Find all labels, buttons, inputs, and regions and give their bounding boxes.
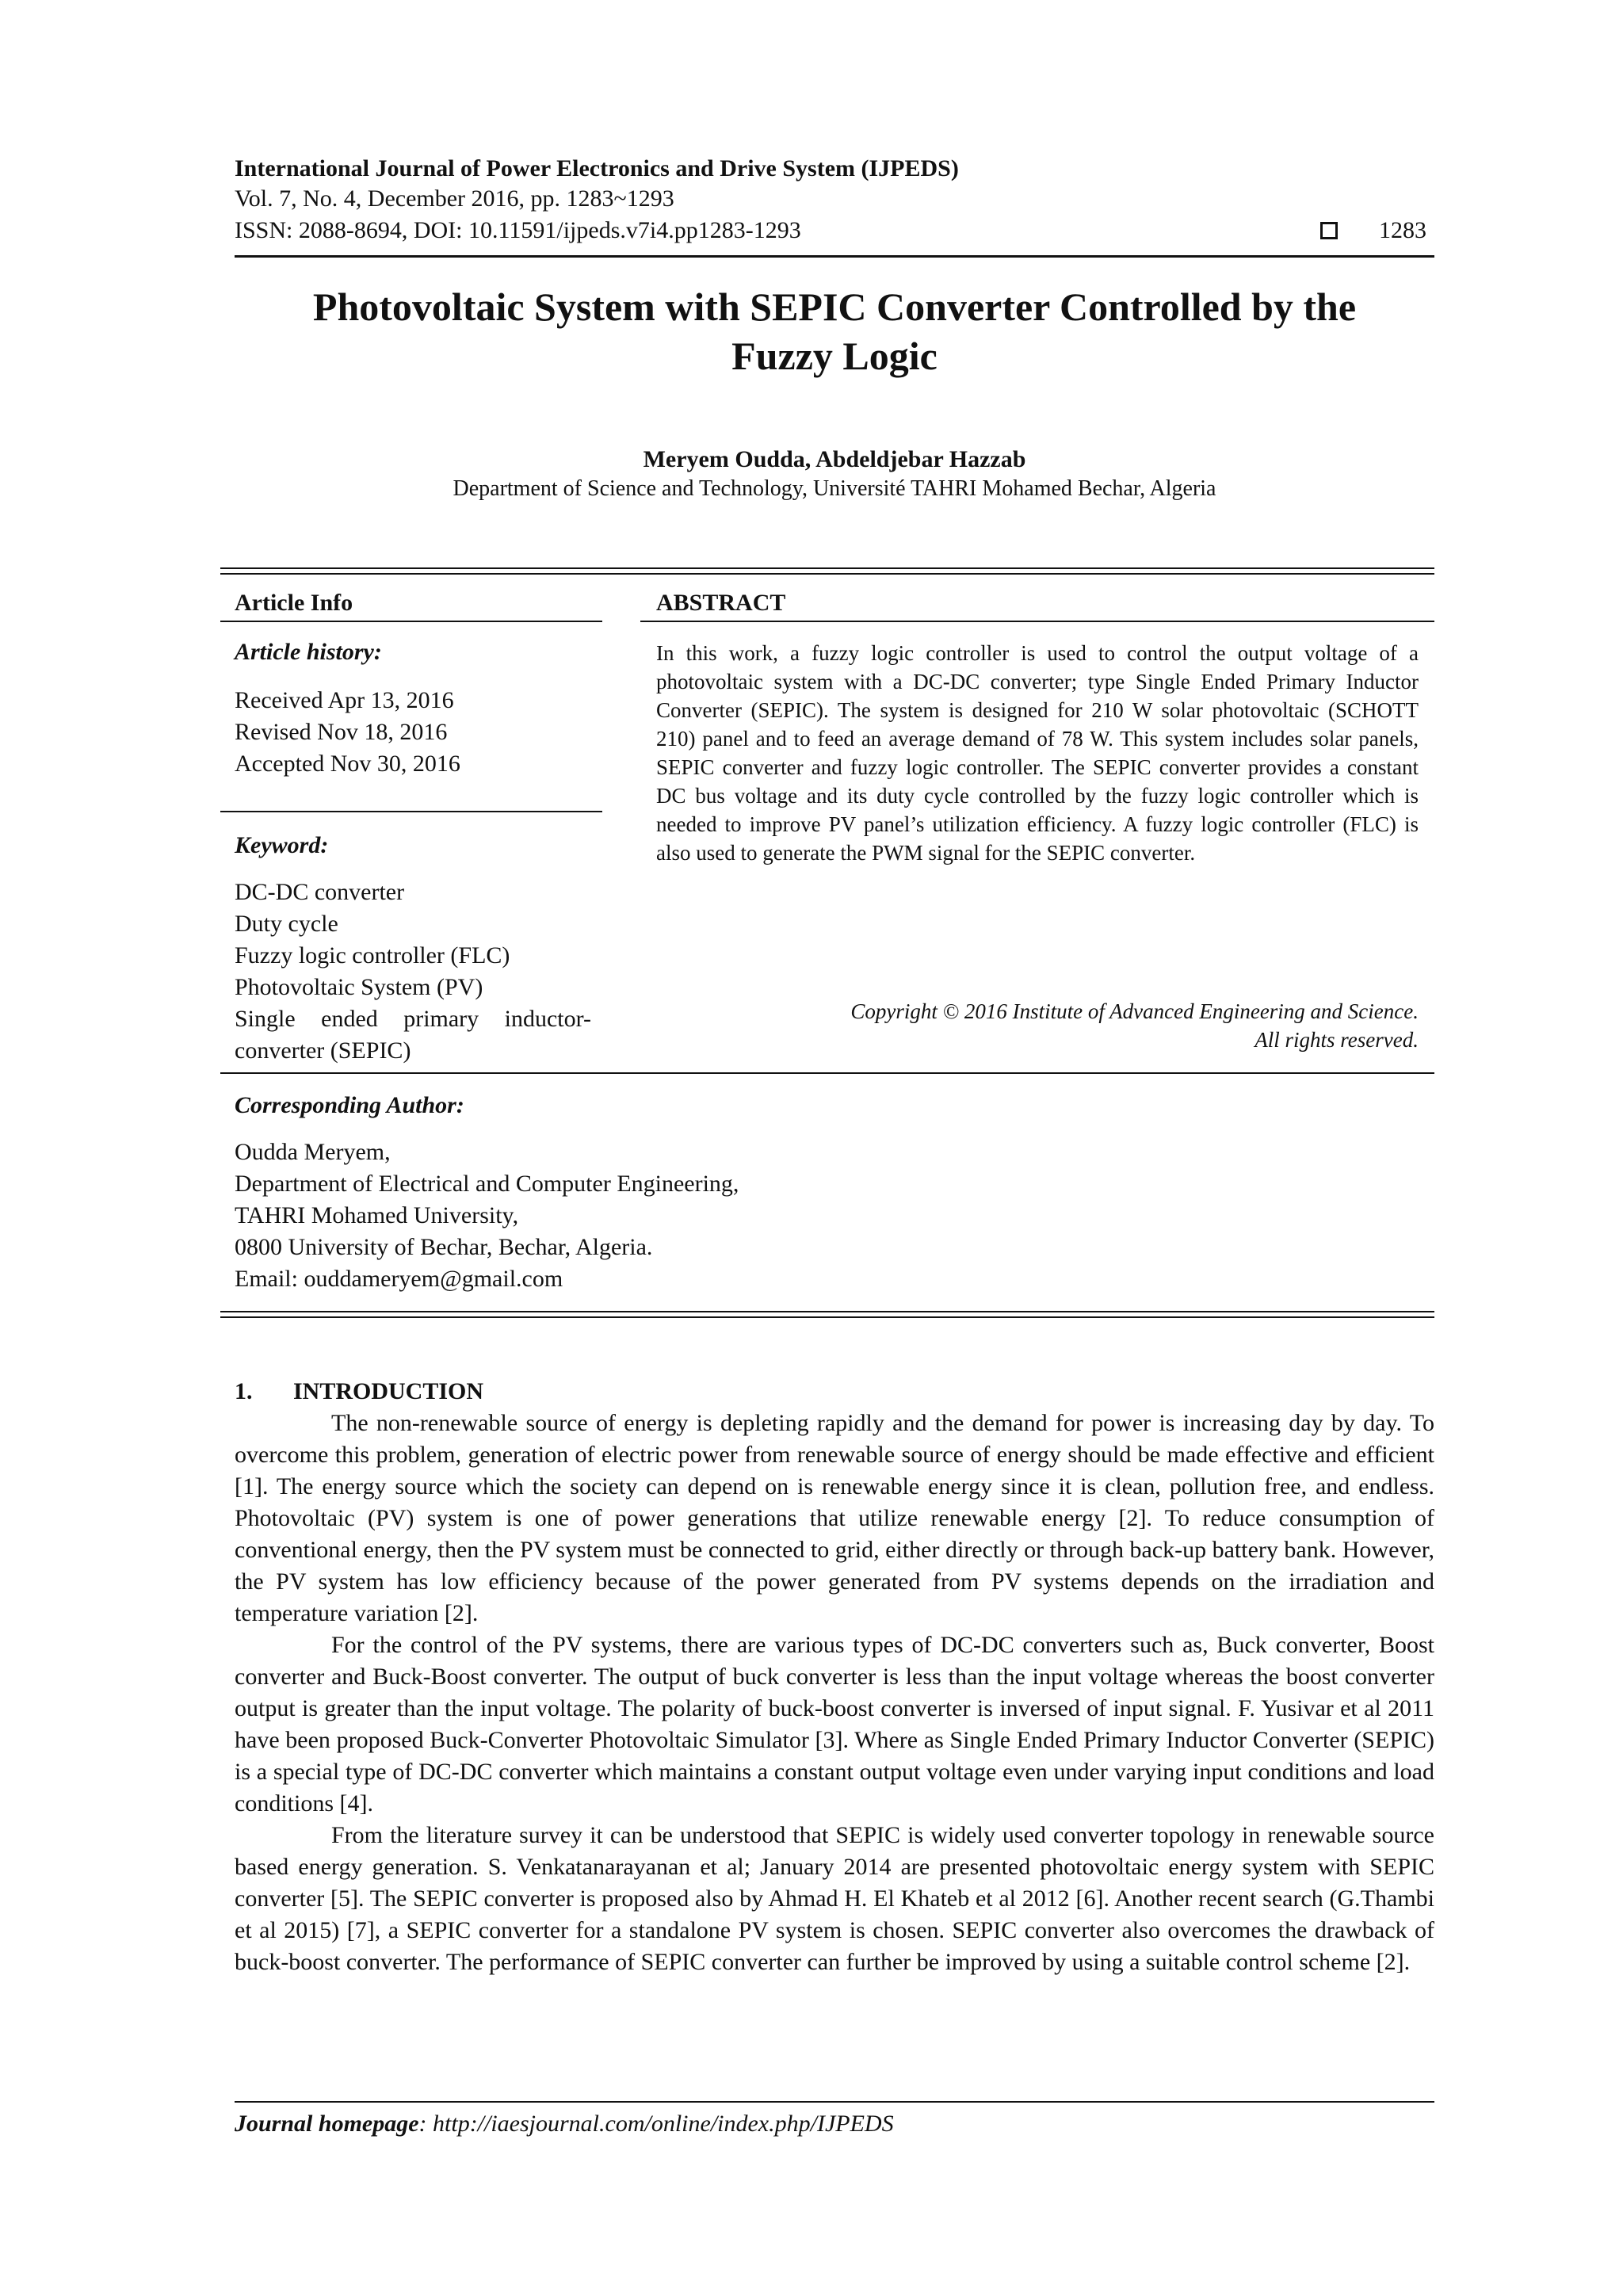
- columns-bottom-rule: [220, 1072, 1434, 1074]
- section-number: 1.: [235, 1378, 253, 1404]
- page-number: 1283: [1379, 217, 1426, 243]
- journal-homepage: [235, 2110, 894, 2138]
- checkbox-square-icon: [1320, 222, 1338, 239]
- info-top-rule-1: [220, 567, 1434, 569]
- info-bottom-rule-2: [220, 1316, 1434, 1318]
- keyword-heading: Keyword:: [235, 832, 329, 858]
- abstract-heading: ABSTRACT: [656, 590, 786, 616]
- keyword-item: Fuzzy logic controller (FLC): [235, 942, 510, 968]
- abstract-text: In this work, a fuzzy logic controller is used to control the output voltage of a photovoltaic system with a DC-DC converter; type Single Ended Primary Inductor Converter (SEPIC). The system is designed for 210 W solar photovoltaic (SCHOTT 210) panel and to feed an average demand of 78 W. This system includes solar panels, SEPIC converter and fuzzy logic controller. The SEPIC converter provides a constant DC bus voltage and its duty cycle controlled by the fuzzy logic controller which is needed to improve PV panel’s utilization efficiency. A fuzzy logic controller (FLC) is also used to generate the PWM signal for the SEPIC converter.: [656, 641, 1419, 865]
- received-date: Received Apr 13, 2016: [235, 687, 454, 713]
- journal-name: International Journal of Power Electronics and Drive System (IJPEDS): [235, 155, 959, 181]
- keyword-item: Photovoltaic System (PV): [235, 974, 483, 1000]
- author-university: TAHRI Mohamed University,: [235, 1202, 519, 1228]
- info-top-rule-2: [220, 573, 1434, 575]
- keyword-list: [235, 877, 591, 1067]
- affiliation: Department of Science and Technology, Université TAHRI Mohamed Bechar, Algeria: [453, 476, 1216, 501]
- keyword-item: Duty cycle: [235, 911, 338, 937]
- article-info-rule: [220, 621, 602, 622]
- corresponding-author-heading: Corresponding Author:: [235, 1092, 464, 1118]
- author-department: Department of Electrical and Computer Engineering,: [235, 1171, 739, 1197]
- article-info-heading: Article Info: [235, 590, 353, 616]
- author-address: 0800 University of Bechar, Bechar, Algeria.: [235, 1234, 653, 1260]
- title-line-1: Photovoltaic System with SEPIC Converter Controlled by the: [312, 285, 1357, 329]
- article-history-heading: Article history:: [235, 639, 382, 665]
- author-name: Oudda Meryem,: [235, 1139, 391, 1165]
- header-rule: [235, 255, 1434, 258]
- homepage-label: Journal homepage: [235, 2111, 419, 2137]
- authors: Meryem Oudda, Abdeldjebar Hazzab: [643, 446, 1026, 472]
- info-bottom-rule-1: [220, 1311, 1434, 1312]
- paper-title: [235, 282, 1434, 380]
- history-rule: [220, 811, 602, 812]
- volume-info: Vol. 7, No. 4, December 2016, pp. 1283~1293: [235, 185, 674, 212]
- paragraph: The non-renewable source of energy is depleting rapidly and the demand for power is increasing day by day. To overcome this problem, generation of electric power from renewable source of energy should be made effective and efficient [1]. The energy source which the society can depend on is renewable energy since it is clean, pollution free, and endless. Photovoltaic (PV) system is one of power generations that utilize renewable energy [2]. To reduce consumption of conventional energy, then the PV system must be connected to grid, either directly or through back-up battery bank. However, the PV system has low efficiency because of the power generated from PV systems depends on the irradiation and temperature variation [2].: [235, 1410, 1434, 1626]
- paragraph: For the control of the PV systems, there are various types of DC-DC converters such as, Buck converter, Boost converter and Buck-Boost converter. The output of buck converter is less than the input voltage whereas the boost converter output is greater than the input voltage. The polarity of buck-boost converter is inversed of input signal. F. Yusivar et al 2011 have been proposed Buck-Converter Photovoltaic Simulator [3]. Where as Single Ended Primary Inductor Converter (SEPIC) is a special type of DC-DC converter which maintains a constant output voltage even under varying input conditions and load conditions [4].: [235, 1632, 1434, 1817]
- abstract-rule: [640, 621, 1434, 622]
- copyright-notice: [656, 997, 1419, 1054]
- copyright-line-2: All rights reserved.: [1254, 1028, 1419, 1052]
- copyright-line-1: Copyright © 2016 Institute of Advanced Engineering and Science.: [850, 999, 1419, 1023]
- footer-rule: [235, 2101, 1434, 2103]
- accepted-date: Accepted Nov 30, 2016: [235, 751, 460, 777]
- keyword-item: DC-DC converter: [235, 879, 405, 905]
- section-title: INTRODUCTION: [293, 1378, 484, 1404]
- section-heading-introduction: [235, 1377, 483, 1406]
- author-email: Email: ouddameryem@gmail.com: [235, 1266, 563, 1292]
- homepage-url[interactable]: : http://iaesjournal.com/online/index.php/IJPEDS: [418, 2111, 894, 2137]
- paragraph: From the literature survey it can be understood that SEPIC is widely used converter topology in renewable source based energy generation. S. Venkatanarayanan et al; January 2014 are presented photovoltaic energy system with SEPIC converter [5]. The SEPIC converter is proposed also by Ahmad H. El Khateb et al 2012 [6]. Another recent search (G.Thambi et al 2015) [7], a SEPIC converter for a standalone PV system is chosen. SEPIC converter also overcomes the drawback of buck-boost converter. The performance of SEPIC converter can further be improved by using a suitable control scheme [2].: [235, 1822, 1434, 1975]
- introduction-body: [235, 1408, 1434, 1978]
- keyword-item: Single ended primary inductor-converter (SEPIC): [235, 1006, 591, 1064]
- revised-date: Revised Nov 18, 2016: [235, 719, 448, 745]
- issn-doi: ISSN: 2088-8694, DOI: 10.11591/ijpeds.v7i4.pp1283-1293: [235, 217, 801, 243]
- title-line-2: Fuzzy Logic: [731, 334, 938, 378]
